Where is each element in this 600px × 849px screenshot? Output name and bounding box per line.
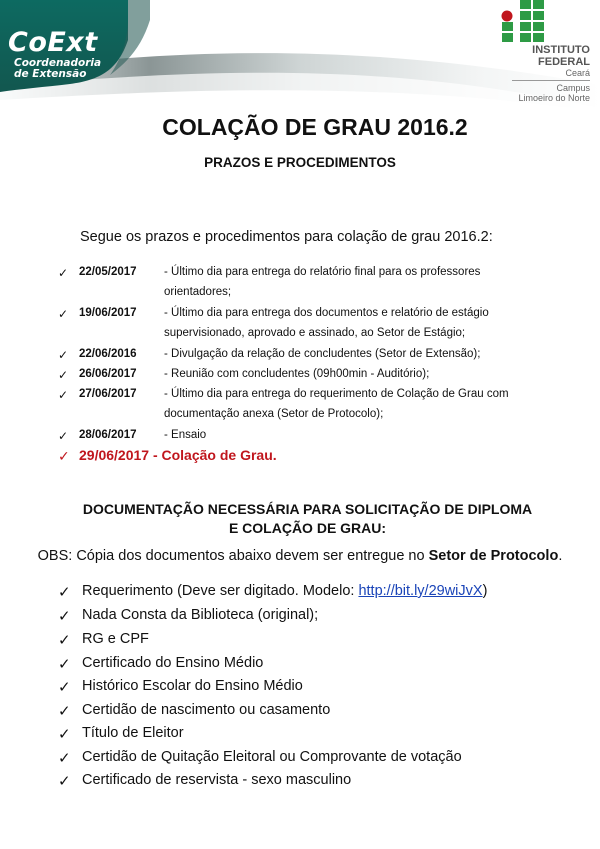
obs-protocol-sector: Setor de Protocolo [428,548,559,564]
schedule-text-cont: documentação anexa (Setor de Protocolo); [164,407,384,420]
document-item-label: Título de Eleitor [82,725,184,741]
page-title: COLAÇÃO DE GRAU 2016.2 [162,114,468,140]
check-icon: ✓ [58,388,69,402]
obs-suffix: . [558,548,563,564]
ifce-federal-label: FEDERAL [538,56,590,68]
check-icon: ✓ [58,703,71,720]
schedule-text-line: - Último dia para entrega do relatório final para os professores [164,266,481,278]
schedule-text-line: - Último dia para entrega do requerimento de Colação de Grau com [164,388,509,400]
check-icon: ✓ [58,266,69,280]
schedule-date: 26/06/2017 [79,368,137,380]
check-icon: ✓ [58,307,69,321]
check-icon: ✓ [58,656,71,673]
obs-note [0,548,600,564]
document-item-label: Certificado de reservista - sexo masculino [82,772,352,788]
requirement-suffix: ) [482,583,488,599]
ifce-campus-name: Limoeiro do Norte [518,93,590,103]
schedule-date: 22/06/2016 [79,348,137,360]
document-item-label: Histórico Escolar do Ensino Médio [82,678,303,694]
document-item-label: Certificado do Ensino Médio [82,655,264,671]
coext-logo [8,28,118,80]
schedule-text-line: - Ensaio [164,429,207,441]
ifce-logo [500,0,592,110]
document-item-label: Certidão de nascimento ou casamento [82,702,331,718]
check-icon: ✓ [58,368,69,382]
coext-logo-subtitle-2: de Extensão [14,68,87,80]
check-icon: ✓ [58,448,70,464]
check-icon: ✓ [58,726,71,743]
ifce-logo-text [498,44,590,103]
schedule-text [164,426,564,446]
schedule-date: 27/06/2017 [79,388,137,400]
ifce-emblem-icon [500,0,566,44]
schedule-text-line: - Reunião com concludentes (09h00min - Auditório); [164,368,430,380]
schedule-text-cont: supervisionado, aprovado e assinado, ao Setor de Estágio; [164,326,466,339]
ifce-divider [512,80,590,81]
ifce-campus-label: Campus [556,83,590,93]
check-icon: ✓ [58,679,71,696]
intro-text: Segue os prazos e procedimentos para colação de grau 2016.2: [80,229,493,245]
final-event-text: 29/06/2017 - Colação de Grau. [79,447,277,463]
check-icon: ✓ [58,608,71,625]
schedule-date: 19/06/2017 [79,307,137,319]
schedule-date: 28/06/2017 [79,429,137,441]
document-item-label: RG e CPF [82,631,149,647]
documentation-title-line-1: DOCUMENTAÇÃO NECESSÁRIA PARA SOLICITAÇÃO DE DIPLOMA [82,501,533,517]
check-icon: ✓ [58,773,71,790]
document-item-label: Nada Consta da Biblioteca (original); [82,607,319,623]
documentation-title-line-2: E COLAÇÃO DE GRAU: [228,520,387,536]
ifce-institute-label: INSTITUTO [532,44,590,56]
schedule-date: 22/05/2017 [79,266,137,278]
check-icon: ✓ [58,632,71,649]
schedule-text-line: - Último dia para entrega dos documentos e relatório de estágio [164,307,489,319]
documentation-title [70,500,545,538]
schedule-text [164,365,564,385]
check-icon: ✓ [58,750,71,767]
schedule-text [164,263,564,302]
obs-prefix: OBS: Cópia dos documentos abaixo devem ser entregue no [37,548,429,564]
schedule-text [164,304,564,343]
coext-logo-subtitle-1: Coordenadoria [14,57,102,69]
schedule-text [164,385,564,424]
document-item-label [82,583,487,599]
schedule-text-cont: orientadores; [164,285,232,298]
check-icon: ✓ [58,584,71,601]
check-icon: ✓ [58,348,69,362]
document-item-label: Certidão de Quitação Eleitoral ou Comprovante de votação [82,749,462,765]
model-link[interactable]: http://bit.ly/29wiJvX [358,583,483,599]
requirement-prefix: Requerimento (Deve ser digitado. Modelo: [82,583,359,599]
coext-logo-title: CoExt [8,27,98,58]
schedule-text [164,345,564,365]
ifce-state-label: Ceará [565,68,590,78]
schedule-text-line: - Divulgação da relação de concludentes (Setor de Extensão); [164,348,481,360]
page-subtitle: PRAZOS E PROCEDIMENTOS [204,155,396,170]
check-icon: ✓ [58,429,69,443]
